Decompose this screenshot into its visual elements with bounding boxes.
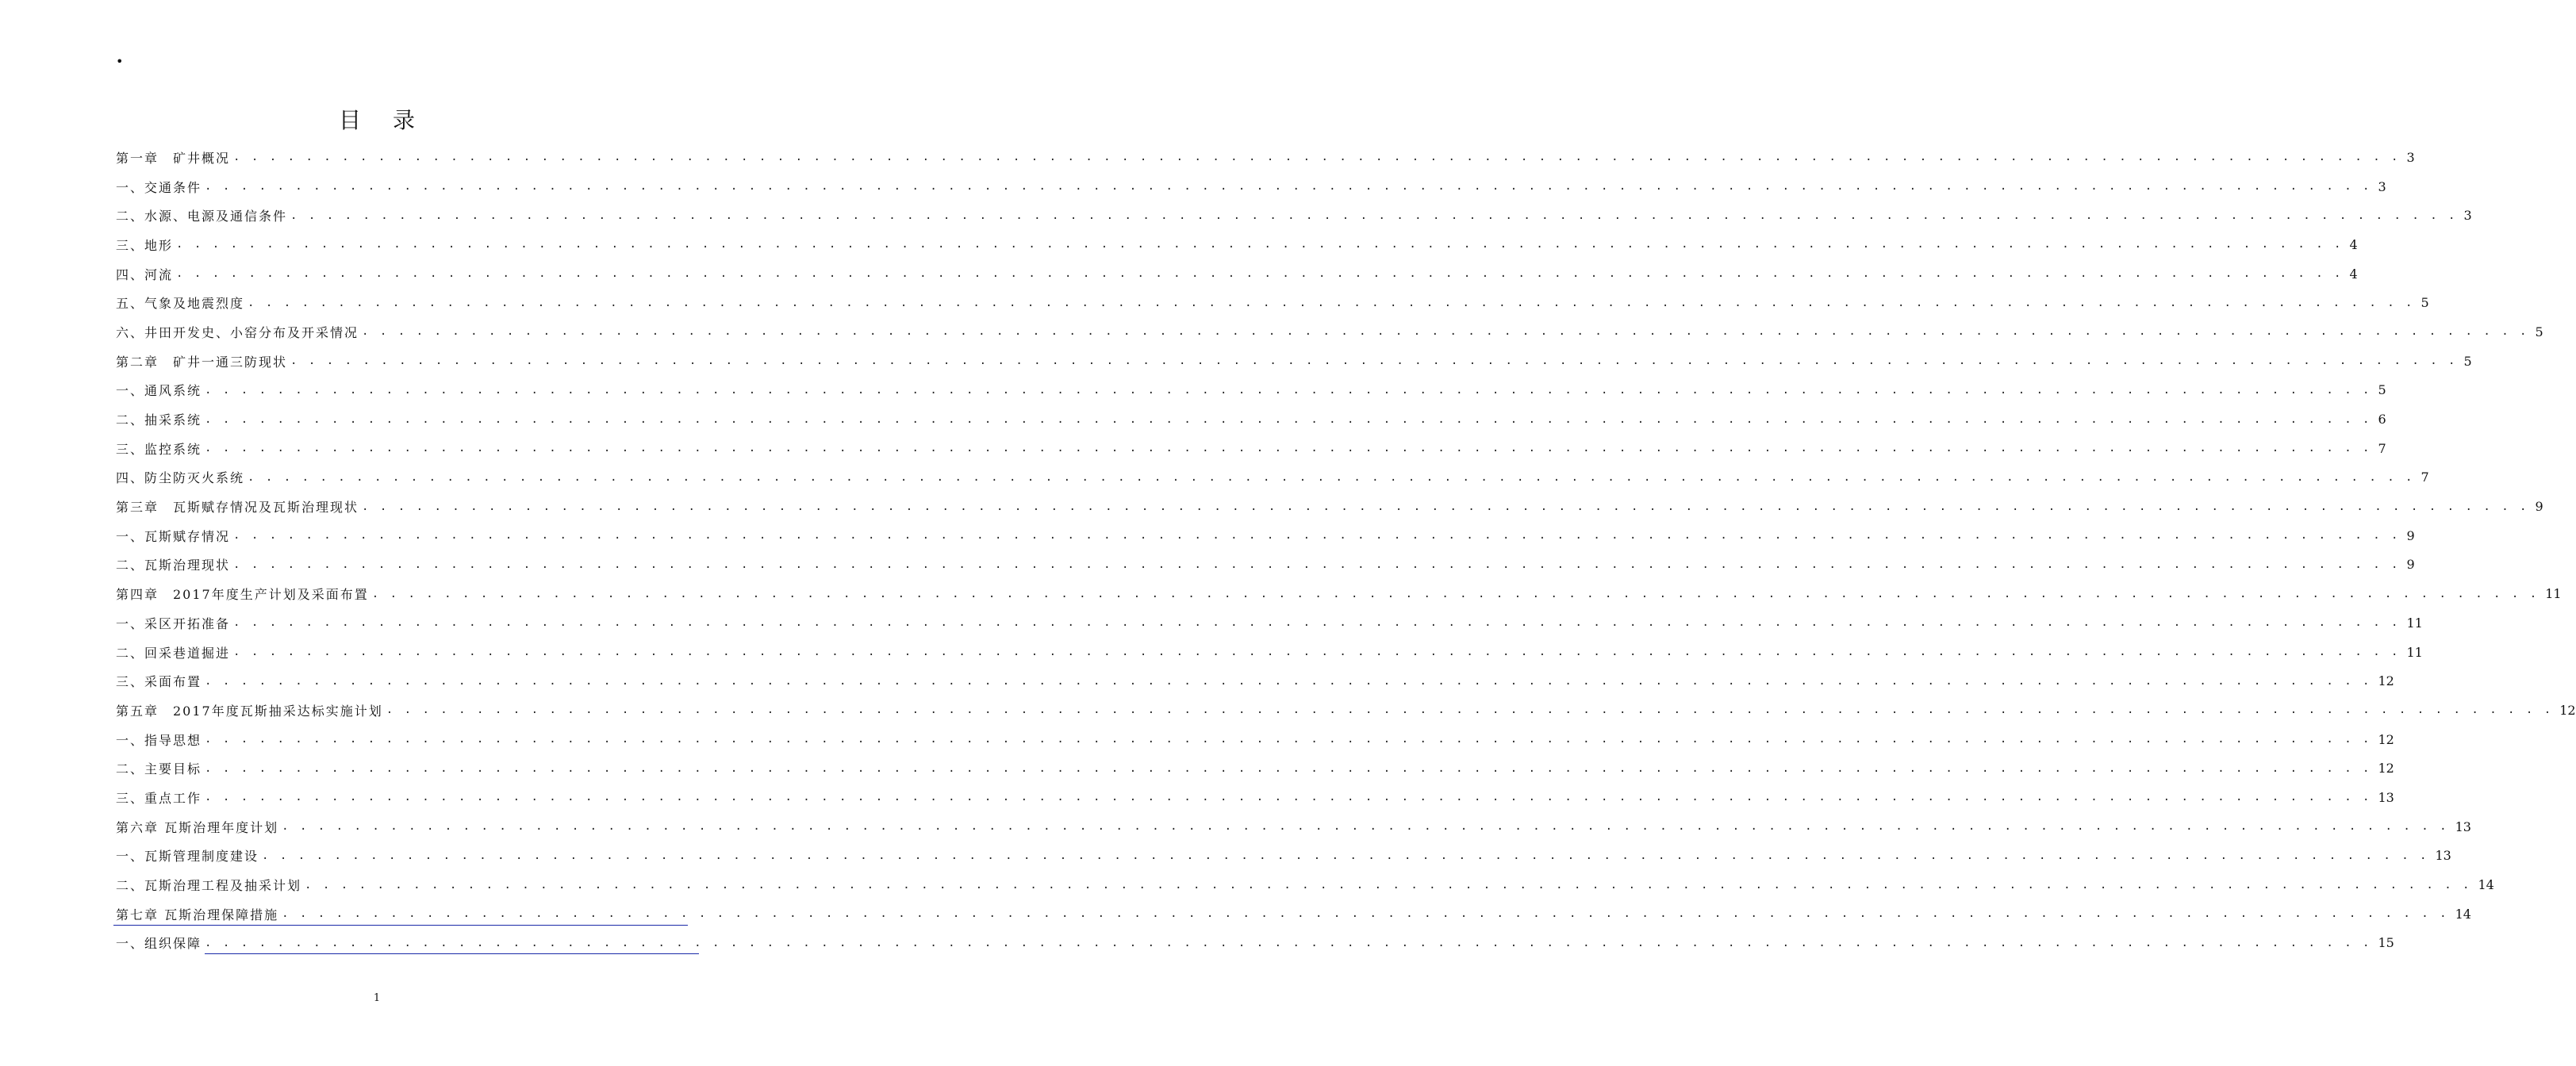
toc-entry[interactable] <box>116 783 2394 812</box>
toc-entry-page: 7 <box>2378 440 2386 456</box>
toc-dot-leader: . . . . . . . . . . . . . . . . . . . . . . . . . . . . . . . . . . . . . . . . . . . . . . . . . . . . . . . . . . . . . . . . . . . . . . . . . . . . . . . . . . . . . . . . . . . . . . . . . . . . . . . . . . . . . . . . . . . . . . . . <box>233 151 2401 164</box>
page-title: 目录 <box>338 107 447 133</box>
toc-entry-page: 9 <box>2535 499 2543 515</box>
toc-entry-page: 11 <box>2406 644 2423 660</box>
toc-entry[interactable] <box>116 230 2358 259</box>
toc-entry[interactable] <box>116 405 2386 434</box>
toc-entry[interactable] <box>116 492 2543 521</box>
toc-dot-leader: . . . . . . . . . . . . . . . . . . . . . . . . . . . . . . . . . . . . . . . . . . . . . . . . . . . . . . . . . . . . . . . . . . . . . . . . . . . . . . . . . . . . . . . . . . . . . . . . . . . . . . . . . . . . . . . . . . . . . . . . <box>176 238 2344 251</box>
toc-entry[interactable] <box>116 929 2394 958</box>
toc-entry-label: 一、采区开拓准备 <box>116 615 231 631</box>
toc-dot-leader: . . . . . . . . . . . . . . . . . . . . . . . . . . . . . . . . . . . . . . . . . . . . . . . . . . . . . . . . . . . . . . . . . . . . . . . . . . . . . . . . . . . . . . . . . . . . . . . . . . . . . . . . . . . . . . . . . . . . . . . . <box>205 383 2372 397</box>
toc-dot-leader: . . . . . . . . . . . . . . . . . . . . . . . . . . . . . . . . . . . . . . . . . . . . . . . . . . . . . . . . . . . . . . . . . . . . . . . . . . . . . . . . . . . . . . . . . . . . . . . . . . . . . . . . . . . . . . . . . . . . . . . . <box>176 267 2344 281</box>
toc-entry-page: 5 <box>2421 295 2429 311</box>
toc-entry-page: 3 <box>2463 208 2472 224</box>
toc-entry[interactable] <box>116 521 2415 550</box>
toc-entry-page: 14 <box>2455 906 2471 922</box>
toc-entry[interactable] <box>116 201 2472 230</box>
toc-entry-label: 第五章 2017年度瓦斯抽采达标实施计划 <box>116 703 383 719</box>
toc-entry[interactable] <box>116 666 2394 696</box>
toc-entry-label: 三、采面布置 <box>116 674 202 690</box>
toc-entry[interactable] <box>116 870 2494 899</box>
toc-entry[interactable] <box>116 812 2471 842</box>
toc-entry-page: 4 <box>2349 266 2358 282</box>
toc-entry[interactable] <box>116 608 2423 638</box>
toc-entry-page: 12 <box>2378 761 2394 776</box>
toc-entry-label: 一、通风系统 <box>116 383 202 399</box>
toc-entry[interactable] <box>116 288 2429 317</box>
toc-entry-label: 三、重点工作 <box>116 790 202 806</box>
toc-dot-leader: . . . . . . . . . . . . . . . . . . . . . . . . . . . . . . . . . . . . . . . . . . . . . . . . . . . . . . . . . . . . . . . . . . . . . . . . . . . . . . . . . . . . . . . . . . . . . . . . . . . . . . . . . . . . . . . . . . . . . . . . <box>371 587 2540 600</box>
toc-dot-leader: . . . . . . . . . . . . . . . . . . . . . . . . . . . . . . . . . . . . . . . . . . . . . . . . . . . . . . . . . . . . . . . . . . . . . . . . . . . . . . . . . . . . . . . . . . . . . . . . . . . . . . . . . . . . . . . . . . . . . . . . <box>290 209 2458 222</box>
toc-entry[interactable] <box>116 842 2451 871</box>
toc-entry[interactable] <box>116 376 2386 405</box>
toc-entry-label: 第四章 2017年度生产计划及采面布置 <box>116 587 369 603</box>
toc-entry-page: 12 <box>2559 702 2576 718</box>
toc-dot-leader: . . . . . . . . . . . . . . . . . . . . . . . . . . . . . . . . . . . . . . . . . . . . . . . . . . . . . . . . . . . . . . . . . . . . . . . . . . . . . . . . . . . . . . . . . . . . . . . . . . . . . . . . . . . . . . . . . . . . . . . . <box>362 500 2529 513</box>
toc-entry-label: 第七章 瓦斯治理保障措施 <box>116 907 279 922</box>
toc-entry[interactable] <box>116 550 2415 580</box>
toc-entry-page: 13 <box>2378 789 2394 805</box>
toc-entry-label: 二、回采巷道掘进 <box>116 645 231 661</box>
toc-entry-page: 9 <box>2406 527 2415 543</box>
toc-entry[interactable] <box>116 753 2394 783</box>
toc-dot-leader: . . . . . . . . . . . . . . . . . . . . . . . . . . . . . . . . . . . . . . . . . . . . . . . . . . . . . . . . . . . . . . . . . . . . . . . . . . . . . . . . . . . . . . . . . . . . . . . . . . . . . . . . . . . . . . . . . . . . . . . . <box>205 412 2372 426</box>
toc-dot-leader: . . . . . . . . . . . . . . . . . . . . . . . . . . . . . . . . . . . . . . . . . . . . . . . . . . . . . . . . . . . . . . . . . . . . . . . . . . . . . . . . . . . . . . . . . . . . . . . . . . . . . . . . . . . . . . . . . . . . . . . . <box>205 442 2372 455</box>
toc-entry[interactable] <box>116 696 2576 725</box>
toc-entry[interactable] <box>116 259 2358 289</box>
toc-entry-label: 一、组织保障 <box>116 936 202 952</box>
toc-dot-leader: . . . . . . . . . . . . . . . . . . . . . . . . . . . . . . . . . . . . . . . . . . . . . . . . . . . . . . . . . . . . . . . . . . . . . . . . . . . . . . . . . . . . . . . . . . . . . . . . . . . . . . . . . . . . . . . . . . . . . . . . <box>248 470 2415 484</box>
toc-dot-leader: . . . . . . . . . . . . . . . . . . . . . . . . . . . . . . . . . . . . . . . . . . . . . . . . . . . . . . . . . . . . . . . . . . . . . . . . . . . . . . . . . . . . . . . . . . . . . . . . . . . . . . . . . . . . . . . . . . . . . . . . <box>233 646 2401 659</box>
toc-entry-page: 4 <box>2349 236 2358 252</box>
toc-dot-leader: . . . . . . . . . . . . . . . . . . . . . . . . . . . . . . . . . . . . . . . . . . . . . . . . . . . . . . . . . . . . . . . . . . . . . . . . . . . . . . . . . . . . . . . . . . . . . . . . . . . . . . . . . . . . . . . . . . . . . . . . <box>282 820 2449 834</box>
toc-entry[interactable] <box>116 579 2562 608</box>
toc-entry-page: 5 <box>2378 382 2386 398</box>
toc-entry[interactable] <box>116 143 2415 172</box>
toc-dot-leader: . . . . . . . . . . . . . . . . . . . . . . . . . . . . . . . . . . . . . . . . . . . . . . . . . . . . . . . . . . . . . . . . . . . . . . . . . . . . . . . . . . . . . . . . . . . . . . . . . . . . . . . . . . . . . . . . . . . . . . . . <box>205 936 2372 949</box>
toc-entry-page: 11 <box>2545 586 2562 602</box>
toc-dot-leader: . . . . . . . . . . . . . . . . . . . . . . . . . . . . . . . . . . . . . . . . . . . . . . . . . . . . . . . . . . . . . . . . . . . . . . . . . . . . . . . . . . . . . . . . . . . . . . . . . . . . . . . . . . . . . . . . . . . . . . . . <box>262 849 2429 862</box>
toc-dot-leader: . . . . . . . . . . . . . . . . . . . . . . . . . . . . . . . . . . . . . . . . . . . . . . . . . . . . . . . . . . . . . . . . . . . . . . . . . . . . . . . . . . . . . . . . . . . . . . . . . . . . . . . . . . . . . . . . . . . . . . . . <box>248 296 2415 309</box>
toc-entry-label: 二、水源、电源及通信条件 <box>116 209 288 224</box>
toc-dot-leader: . . . . . . . . . . . . . . . . . . . . . . . . . . . . . . . . . . . . . . . . . . . . . . . . . . . . . . . . . . . . . . . . . . . . . . . . . . . . . . . . . . . . . . . . . . . . . . . . . . . . . . . . . . . . . . . . . . . . . . . . <box>386 704 2554 717</box>
toc-dot-leader: . . . . . . . . . . . . . . . . . . . . . . . . . . . . . . . . . . . . . . . . . . . . . . . . . . . . . . . . . . . . . . . . . . . . . . . . . . . . . . . . . . . . . . . . . . . . . . . . . . . . . . . . . . . . . . . . . . . . . . . . <box>233 529 2401 543</box>
toc-entry[interactable] <box>116 172 2386 201</box>
toc-entry-label: 一、交通条件 <box>116 179 202 195</box>
toc-entry[interactable] <box>116 725 2394 754</box>
toc-entry-page: 6 <box>2378 412 2386 428</box>
toc-entry-label: 六、井田开发史、小窑分布及开采情况 <box>116 324 359 340</box>
toc-entry-label: 四、河流 <box>116 266 174 282</box>
toc-entry-label: 第二章 矿井一通三防现状 <box>116 354 288 370</box>
toc-entry-label: 一、指导思想 <box>116 732 202 748</box>
toc-dot-leader: . . . . . . . . . . . . . . . . . . . . . . . . . . . . . . . . . . . . . . . . . . . . . . . . . . . . . . . . . . . . . . . . . . . . . . . . . . . . . . . . . . . . . . . . . . . . . . . . . . . . . . . . . . . . . . . . . . . . . . . . <box>290 355 2458 368</box>
toc-entry-page: 13 <box>2435 848 2451 864</box>
toc-entry[interactable] <box>116 347 2472 376</box>
toc-dot-leader: . . . . . . . . . . . . . . . . . . . . . . . . . . . . . . . . . . . . . . . . . . . . . . . . . . . . . . . . . . . . . . . . . . . . . . . . . . . . . . . . . . . . . . . . . . . . . . . . . . . . . . . . . . . . . . . . . . . . . . . . <box>362 325 2529 339</box>
toc-entry-page: 7 <box>2421 470 2429 485</box>
toc-dot-leader: . . . . . . . . . . . . . . . . . . . . . . . . . . . . . . . . . . . . . . . . . . . . . . . . . . . . . . . . . . . . . . . . . . . . . . . . . . . . . . . . . . . . . . . . . . . . . . . . . . . . . . . . . . . . . . . . . . . . . . . . <box>205 761 2372 775</box>
bullet-mark: • <box>116 54 124 69</box>
toc-entry-label: 三、地形 <box>116 237 174 253</box>
toc-dot-leader: . . . . . . . . . . . . . . . . . . . . . . . . . . . . . . . . . . . . . . . . . . . . . . . . . . . . . . . . . . . . . . . . . . . . . . . . . . . . . . . . . . . . . . . . . . . . . . . . . . . . . . . . . . . . . . . . . . . . . . . . <box>282 907 2449 921</box>
toc-entry-label: 一、瓦斯赋存情况 <box>116 528 231 544</box>
toc-entry-page: 14 <box>2478 877 2494 893</box>
toc-entry-label: 二、抽采系统 <box>116 412 202 428</box>
page-number: 1 <box>373 992 381 1004</box>
toc-entry-page: 3 <box>2406 149 2415 165</box>
toc-entry-label: 四、防尘防灭火系统 <box>116 470 245 486</box>
toc-dot-leader: . . . . . . . . . . . . . . . . . . . . . . . . . . . . . . . . . . . . . . . . . . . . . . . . . . . . . . . . . . . . . . . . . . . . . . . . . . . . . . . . . . . . . . . . . . . . . . . . . . . . . . . . . . . . . . . . . . . . . . . . <box>205 180 2372 194</box>
toc-entry-page: 13 <box>2455 819 2471 834</box>
toc-entry-label: 三、监控系统 <box>116 441 202 457</box>
toc-entry-label: 二、主要目标 <box>116 761 202 777</box>
table-of-contents <box>116 143 2576 957</box>
toc-entry[interactable] <box>116 899 2471 929</box>
toc-entry-page: 11 <box>2406 615 2423 631</box>
toc-entry-page: 5 <box>2535 324 2543 339</box>
toc-dot-leader: . . . . . . . . . . . . . . . . . . . . . . . . . . . . . . . . . . . . . . . . . . . . . . . . . . . . . . . . . . . . . . . . . . . . . . . . . . . . . . . . . . . . . . . . . . . . . . . . . . . . . . . . . . . . . . . . . . . . . . . . <box>305 878 2472 892</box>
toc-entry[interactable] <box>116 463 2429 493</box>
toc-dot-leader: . . . . . . . . . . . . . . . . . . . . . . . . . . . . . . . . . . . . . . . . . . . . . . . . . . . . . . . . . . . . . . . . . . . . . . . . . . . . . . . . . . . . . . . . . . . . . . . . . . . . . . . . . . . . . . . . . . . . . . . . <box>205 791 2372 804</box>
toc-entry[interactable] <box>116 638 2423 667</box>
toc-dot-leader: . . . . . . . . . . . . . . . . . . . . . . . . . . . . . . . . . . . . . . . . . . . . . . . . . . . . . . . . . . . . . . . . . . . . . . . . . . . . . . . . . . . . . . . . . . . . . . . . . . . . . . . . . . . . . . . . . . . . . . . . <box>205 674 2372 688</box>
toc-entry-label: 第六章 瓦斯治理年度计划 <box>116 819 279 835</box>
toc-dot-leader: . . . . . . . . . . . . . . . . . . . . . . . . . . . . . . . . . . . . . . . . . . . . . . . . . . . . . . . . . . . . . . . . . . . . . . . . . . . . . . . . . . . . . . . . . . . . . . . . . . . . . . . . . . . . . . . . . . . . . . . . <box>233 616 2401 630</box>
toc-entry-page: 15 <box>2378 935 2394 951</box>
toc-entry-label: 二、瓦斯治理现状 <box>116 558 231 573</box>
toc-entry-label: 五、气象及地震烈度 <box>116 296 245 312</box>
toc-dot-leader: . . . . . . . . . . . . . . . . . . . . . . . . . . . . . . . . . . . . . . . . . . . . . . . . . . . . . . . . . . . . . . . . . . . . . . . . . . . . . . . . . . . . . . . . . . . . . . . . . . . . . . . . . . . . . . . . . . . . . . . . <box>233 558 2401 571</box>
toc-entry-label: 第三章 瓦斯赋存情况及瓦斯治理现状 <box>116 500 359 516</box>
toc-entry-page: 12 <box>2378 731 2394 747</box>
toc-entry-label: 一、瓦斯管理制度建设 <box>116 849 259 865</box>
toc-entry[interactable] <box>116 317 2543 347</box>
toc-entry-label: 二、瓦斯治理工程及抽采计划 <box>116 878 302 894</box>
toc-entry-page: 3 <box>2378 178 2386 194</box>
toc-entry-page: 12 <box>2378 673 2394 689</box>
toc-entry-page: 5 <box>2463 353 2472 369</box>
toc-entry[interactable] <box>116 434 2386 463</box>
toc-dot-leader: . . . . . . . . . . . . . . . . . . . . . . . . . . . . . . . . . . . . . . . . . . . . . . . . . . . . . . . . . . . . . . . . . . . . . . . . . . . . . . . . . . . . . . . . . . . . . . . . . . . . . . . . . . . . . . . . . . . . . . . . <box>205 733 2372 746</box>
toc-entry-page: 9 <box>2406 557 2415 573</box>
toc-entry-label: 第一章 矿井概况 <box>116 150 231 166</box>
